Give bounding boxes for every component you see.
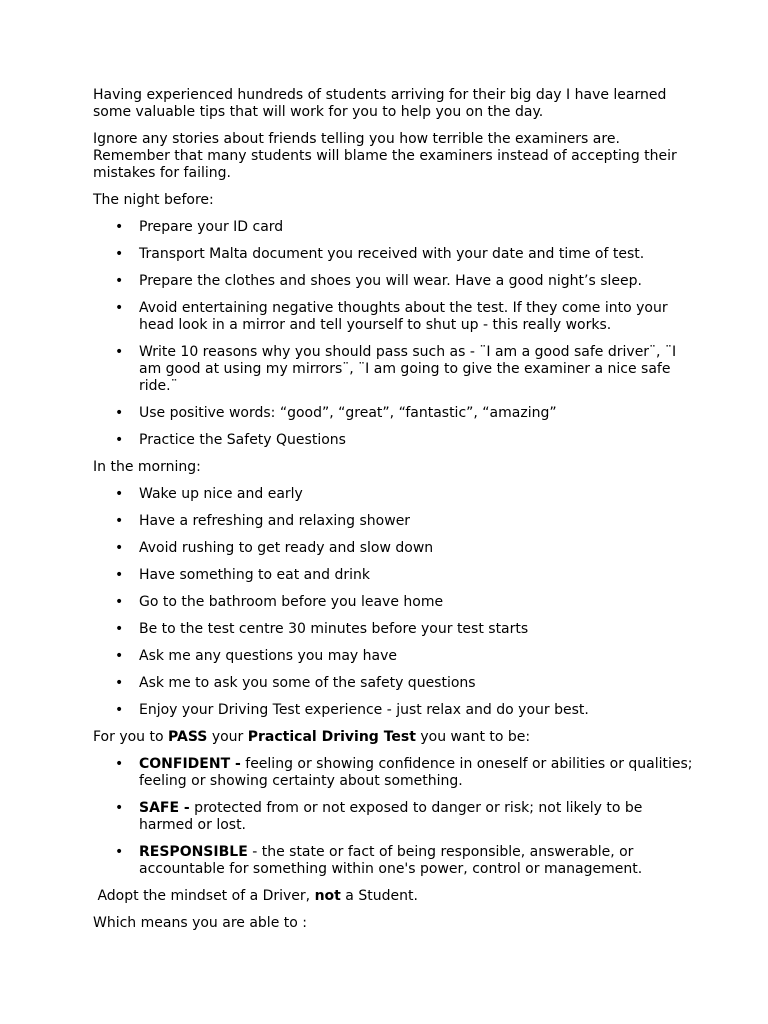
mindset-pre: Adopt the mindset of a Driver, (93, 888, 315, 904)
list-item (93, 246, 693, 263)
list-item-text: Avoid rushing to get ready and slow down (139, 540, 434, 556)
list-item (93, 675, 693, 692)
quality-definition: - the state or fact of being responsible, answerable, or accountable for something within one's power, control or management. (139, 844, 643, 877)
list-item (93, 594, 693, 611)
night-before-heading: The night before: (93, 192, 214, 208)
bullet-icon: • (115, 344, 124, 360)
bullet-icon: • (115, 567, 124, 583)
quality-term: CONFIDENT - (139, 756, 241, 772)
morning-heading: In the morning: (93, 459, 201, 475)
list-item (93, 540, 693, 557)
bullet-icon: • (115, 540, 124, 556)
list-item-text: Wake up nice and early (139, 486, 303, 502)
bullet-icon: • (115, 675, 124, 691)
bullet-icon: • (115, 594, 124, 610)
bullet-icon: • (115, 756, 124, 772)
list-item (93, 300, 693, 334)
quality-term: RESPONSIBLE (139, 844, 248, 860)
list-item-text: Enjoy your Driving Test experience - just relax and do your best. (139, 702, 589, 718)
intro-paragraph-1: Having experienced hundreds of students arriving for their big day I have learned some valuable tips that will work for you to help you on the day. (93, 87, 667, 120)
bullet-icon: • (115, 486, 124, 502)
list-item-text: Have a refreshing and relaxing shower (139, 513, 411, 529)
morning-list (93, 486, 693, 719)
bullet-icon: • (115, 273, 124, 289)
intro-paragraph-2: Ignore any stories about friends telling you how terrible the examiners are. Remember that many students will blame the examiners instead of accepting their mistakes for failing. (93, 131, 677, 181)
bullet-icon: • (115, 513, 124, 529)
list-item-text: Write 10 reasons why you should pass such as - ¨I am a good safe driver¨, ¨I am good at using my mirrors¨, ¨I am going to give the examiner a nice safe ride.¨ (139, 344, 677, 394)
list-item-text: Transport Malta document you received with your date and time of test. (139, 246, 645, 262)
pass-heading-pre: For you to (93, 729, 169, 745)
list-item-text: Ask me to ask you some of the safety questions (139, 675, 476, 691)
bullet-icon: • (115, 702, 124, 718)
list-item-text: Go to the bathroom before you leave home (139, 594, 444, 610)
document-page (93, 87, 693, 942)
list-item (93, 702, 693, 719)
list-item (93, 648, 693, 665)
list-item (93, 800, 693, 834)
list-item-text: Have something to eat and drink (139, 567, 370, 583)
list-item-text: Be to the test centre 30 minutes before your test starts (139, 621, 529, 637)
closing-paragraph: Which means you are able to : (93, 915, 307, 931)
list-item (93, 756, 693, 790)
test-name: Practical Driving Test (247, 729, 416, 745)
bullet-icon: • (115, 800, 124, 816)
pass-qualities-list (93, 756, 693, 878)
list-item (93, 513, 693, 530)
night-before-list (93, 219, 693, 449)
mindset-paragraph (93, 888, 693, 905)
bullet-icon: • (115, 648, 124, 664)
list-item (93, 486, 693, 503)
bullet-icon: • (115, 432, 124, 448)
list-item-text: Avoid entertaining negative thoughts about the test. If they come into your head look in a mirror and tell yourself to shut up - this really works. (139, 300, 668, 333)
mindset-post: a Student. (340, 888, 418, 904)
quality-definition: protected from or not exposed to danger or risk; not likely to be harmed or lost. (139, 800, 643, 833)
bullet-icon: • (115, 300, 124, 316)
list-item-text: Prepare the clothes and shoes you will wear. Have a good night’s sleep. (139, 273, 642, 289)
bullet-icon: • (115, 219, 124, 235)
pass-heading (93, 729, 693, 746)
quality-term: SAFE - (139, 800, 190, 816)
list-item-text: Ask me any questions you may have (139, 648, 398, 664)
list-item (93, 844, 693, 878)
quality-definition: feeling or showing confidence in oneself or abilities or qualities; feeling or showing certainty about something. (139, 756, 693, 789)
bullet-icon: • (115, 844, 124, 860)
list-item-text: Prepare your ID card (139, 219, 284, 235)
list-item (93, 219, 693, 236)
list-item (93, 405, 693, 422)
list-item (93, 273, 693, 290)
list-item (93, 621, 693, 638)
list-item (93, 432, 693, 449)
list-item-text: Practice the Safety Questions (139, 432, 346, 448)
pass-heading-post: you want to be: (415, 729, 531, 745)
bullet-icon: • (115, 621, 124, 637)
list-item-text: Use positive words: “good”, “great”, “fantastic”, “amazing” (139, 405, 557, 421)
bullet-icon: • (115, 405, 124, 421)
pass-word: PASS (168, 729, 208, 745)
pass-heading-mid: your (207, 729, 248, 745)
bullet-icon: • (115, 246, 124, 262)
list-item (93, 344, 693, 395)
not-word: not (314, 888, 341, 904)
list-item (93, 567, 693, 584)
